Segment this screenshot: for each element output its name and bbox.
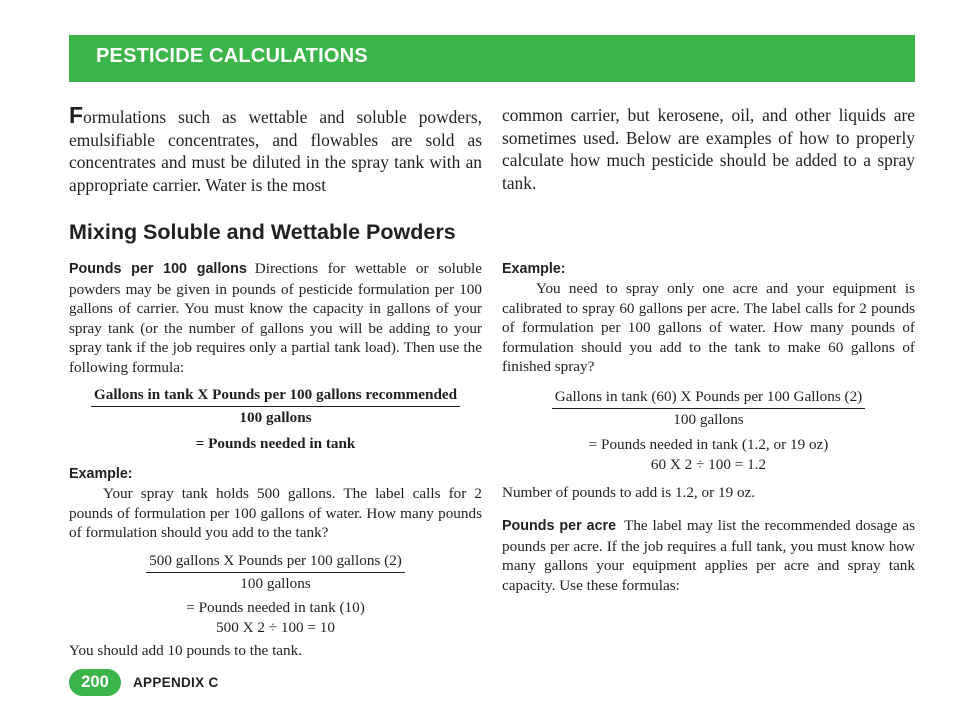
right-column bbox=[502, 259, 915, 595]
right-example-numerator: Gallons in tank (60) X Pounds per 100 Gallons (2) bbox=[552, 387, 866, 409]
general-formula-fraction bbox=[91, 385, 460, 428]
intro-left-text: ormulations such as wettable and soluble powders, emulsifiable concentrates, and flowables are sold as concentrates and must be diluted in the spray tank with an appropriate carrier. Water is the most bbox=[69, 107, 482, 195]
left-example-conclusion: You should add 10 pounds to the tank. bbox=[69, 641, 303, 659]
left-example-formula bbox=[69, 551, 482, 638]
pounds-per-100-text: Directions for wettable or soluble powders may be given in pounds of pesticide formulation per 100 gallons of carrier. You must know the capacity in gallons of your spray tank (or the number of gallons you will be adding to your spray tank if the job requires only a partial tank load). Then use the following formula: bbox=[69, 260, 482, 376]
right-example-denominator: 100 gallons bbox=[673, 410, 744, 428]
right-example-fraction bbox=[552, 387, 866, 430]
pounds-per-100-heading: Pounds per 100 gallons bbox=[69, 261, 247, 277]
right-example-conclusion: Number of pounds to add is 1.2, or 19 oz. bbox=[502, 483, 756, 501]
general-formula-result: = Pounds needed in tank bbox=[195, 435, 356, 452]
general-formula-denominator: 100 gallons bbox=[239, 409, 312, 426]
pounds-per-acre-heading: Pounds per acre bbox=[502, 518, 617, 534]
left-example-denominator: 100 gallons bbox=[240, 574, 311, 592]
footer-section-label: APPENDIX C bbox=[133, 675, 219, 690]
page-footer bbox=[69, 669, 219, 696]
intro-left-paragraph bbox=[69, 104, 482, 196]
left-example-heading: Example: bbox=[69, 466, 133, 482]
intro-right-paragraph: common carrier, but kerosene, oil, and other liquids are sometimes used. Below are examples of how to properly calculate how much pesticide should be added to a spray tank. bbox=[502, 105, 915, 193]
general-formula-numerator: Gallons in tank X Pounds per 100 gallons recommended bbox=[91, 385, 460, 407]
left-example-fraction bbox=[146, 551, 405, 594]
drop-cap: F bbox=[69, 102, 84, 128]
right-example-result: = Pounds needed in tank (1.2, or 19 oz) bbox=[588, 435, 829, 453]
pounds-per-acre-paragraph bbox=[502, 516, 915, 595]
section-heading: Mixing Soluble and Wettable Powders bbox=[69, 220, 456, 244]
right-example-calculation: 60 X 2 ÷ 100 = 1.2 bbox=[650, 455, 767, 473]
title-banner bbox=[69, 35, 915, 82]
left-example-result: = Pounds needed in tank (10) bbox=[186, 598, 365, 616]
left-column bbox=[69, 259, 482, 660]
left-example-numerator: 500 gallons X Pounds per 100 gallons (2) bbox=[146, 551, 405, 573]
page-title: PESTICIDE CALCULATIONS bbox=[96, 45, 368, 67]
page-number-badge: 200 bbox=[69, 669, 121, 696]
left-example-text: Your spray tank holds 500 gallons. The label calls for 2 pounds of formulation per 100 gallons of water. How many pounds of formulation should you add to the tank? bbox=[69, 485, 482, 541]
right-example-formula bbox=[502, 387, 915, 475]
pounds-per-100-paragraph bbox=[69, 259, 482, 377]
general-formula bbox=[69, 385, 482, 454]
right-example-text: You need to spray only one acre and your equipment is calibrated to spray 60 gallons per acre. The label calls for 2 pounds of formulation per 100 gallons of water. How many pounds of formulation should you add to the tank to make 60 gallons of finished spray? bbox=[502, 280, 915, 375]
pounds-per-acre-text: The label may list the recommended dosage as pounds per acre. If the job requires a full tank, you must know how many gallons your equipment applies per acre and spray tank capacity. Use these formulas: bbox=[502, 517, 915, 594]
right-example-heading: Example: bbox=[502, 261, 566, 277]
left-example-calculation: 500 X 2 ÷ 100 = 10 bbox=[216, 618, 335, 636]
